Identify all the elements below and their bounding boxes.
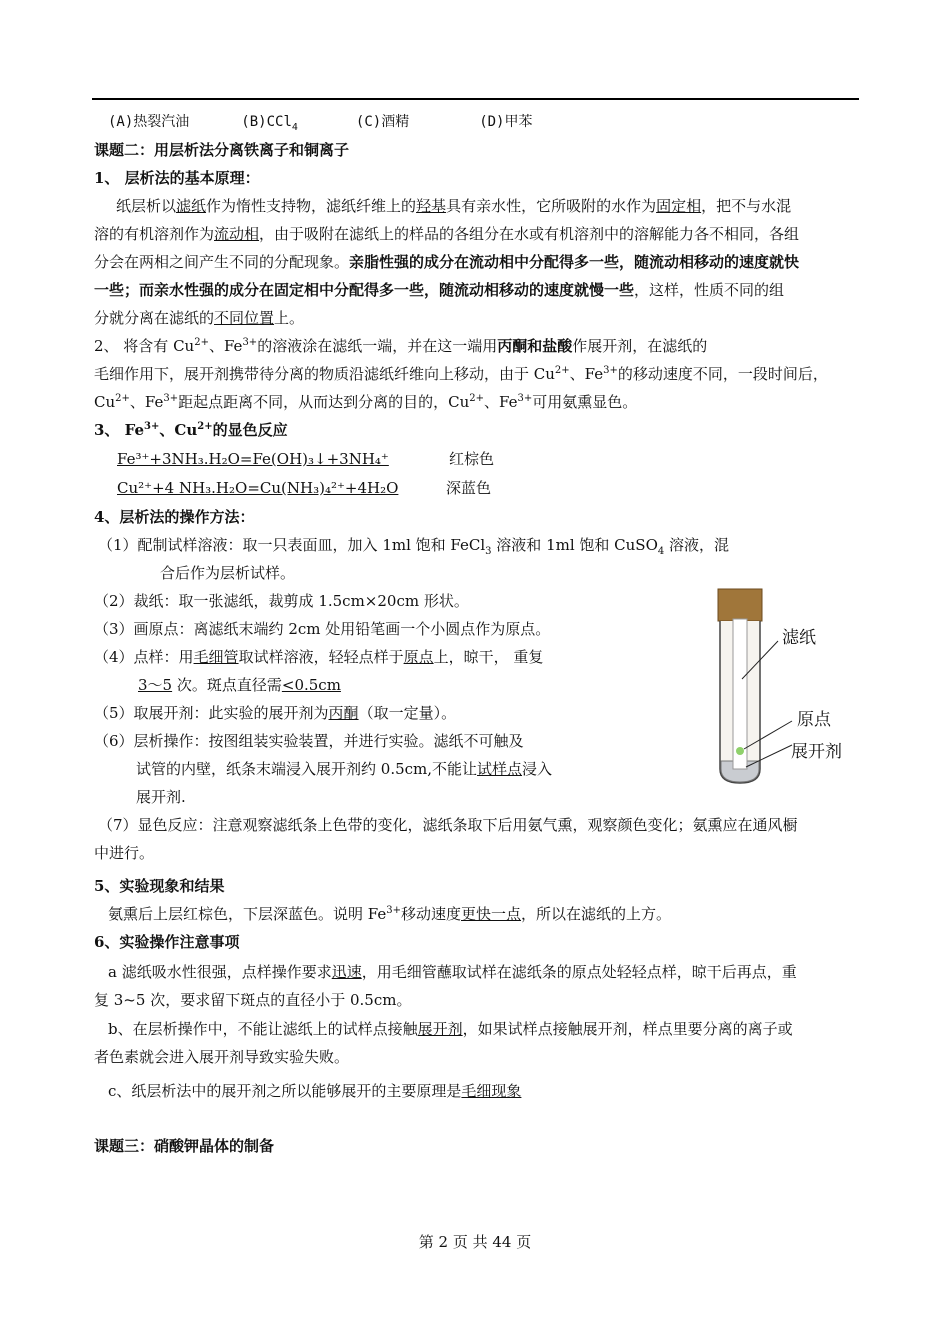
page-footer: 第 2 页 共 44 页 (418, 1233, 532, 1251)
section3-heading: 3、 $Fe^{3+}$、$Cu^{2+}$的显色反应 (94, 421, 288, 439)
equation-fe: Fe³⁺+3NH₃.H₂O=Fe(OH)₃↓+3NH₄⁺ 红棕色 (117, 450, 495, 468)
option-b: (B)CCl$_4$ (241, 114, 298, 133)
filter-paper-strip (733, 619, 747, 769)
step7-line1: （7）显色反应：注意观察滤纸条上色带的变化，滤纸条取下后用氨气熏，观察颜色变化；氨熏应在通风橱 (98, 816, 798, 834)
section6-heading: 6、实验操作注意事项 (94, 933, 240, 951)
color-red-brown: 红棕色 (449, 450, 495, 468)
equation-cu: Cu²⁺+4 NH₃.H₂O=Cu(NH₃)₄²⁺+4H₂O 深蓝色 (117, 479, 492, 497)
test-tube-figure (706, 583, 876, 793)
s2-line2: 毛细作用下，展开剂携带待分离的物质沿滤纸纤维向上移动，由于 $Cu^{2+}$、$Fe^{3+}$的移动速度不同，一段时间后， (94, 365, 828, 383)
note-b-line2: 者色素就会进入展开剂导致实验失败。 (94, 1048, 350, 1066)
label-filter-paper: 滤纸 (782, 628, 816, 648)
color-deep-blue: 深蓝色 (446, 479, 492, 497)
step1-line1: （1）配制试样溶液：取一只表面皿，加入 1ml 饱和 FeCl$_3$ 溶液和 1ml 饱和 CuSO$_4$ 溶液，混 (98, 536, 730, 557)
step4-line2: 3～5 次。斑点直径需<0.5cm (138, 676, 341, 694)
note-a-line2: 复 3~5 次，要求留下斑点的直径小于 0.5cm。 (94, 991, 412, 1009)
note-c: c、纸层析法中的展开剂之所以能够展开的主要原理是毛细现象 (108, 1082, 522, 1100)
step4-line1: （4）点样：用毛细管取试样溶液，轻轻点样于原点上，晾干， 重复 (94, 648, 544, 666)
option-d: (D)甲苯 (479, 114, 533, 130)
step5: （5）取展开剂：此实验的展开剂为丙酮（取一定量）。 (94, 704, 457, 722)
step2: （2）裁纸：取一张滤纸，裁剪成 1.5cm×20cm 形状。 (94, 592, 469, 610)
label-origin: 原点 (797, 710, 831, 730)
s5-text: 氨熏后上层红棕色，下层深蓝色。说明 $Fe^{3+}$移动速度更快一点，所以在滤纸的上方。 (108, 905, 672, 923)
s2-line3: $Cu^{2+}$、$Fe^{3+}$距起点距离不同，从而达到分离的目的，$Cu^{2+}$、$Fe^{3+}$可用氨熏显色。 (94, 393, 638, 411)
option-a: (A)热裂汽油 (108, 114, 190, 130)
step1-line2: 合后作为层析试样。 (160, 564, 296, 582)
s1-para-line1: 纸层析以滤纸作为惰性支持物，滤纸纤维上的羟基具有亲水性，它所吸附的水作为固定相，把不与水混 (116, 197, 792, 215)
step7-line2: 中进行。 (94, 844, 155, 862)
label-solvent: 展开剂 (791, 742, 842, 762)
s1-para-line5: 分就分离在滤纸的不同位置上。 (94, 309, 305, 327)
topic3-title: 课题三：硝酸钾晶体的制备 (94, 1137, 275, 1155)
note-b-line1: b、在层析操作中，不能让滤纸上的试样点接触展开剂，如果试样点接触展开剂，样点里要分离的离子或 (108, 1020, 793, 1038)
s1-para-line2: 溶的有机溶剂作为流动相，由于吸附在滤纸上的样品的各组分在水或有机溶剂中的溶解能力各不相同，各组 (94, 225, 800, 243)
origin-dot (736, 747, 744, 755)
section1-heading: 1、 层析法的基本原理： (94, 169, 260, 187)
step3: （3）画原点：离滤纸末端约 2cm 处用铅笔画一个小圆点作为原点。 (94, 620, 551, 638)
section4-heading: 4、层析法的操作方法： (94, 508, 255, 526)
s1-para-line3: 分会在两相之间产生不同的分配现象。亲脂性强的成分在流动相中分配得多一些，随流动相移动的速度就快 (94, 253, 800, 271)
note-a-line1: a 滤纸吸水性很强，点样操作要求迅速，用毛细管蘸取试样在滤纸条的原点处轻轻点样，晾干后再点，重 (108, 963, 797, 981)
s2-line1: 2、 将含有 $Cu^{2+}$、$Fe^{3+}$的溶液涂在滤纸一端，并在这一端用丙酮和盐酸作展开剂，在滤纸的 (94, 337, 708, 355)
step6-line2: 试管的内壁，纸条末端浸入展开剂约 0.5cm,不能让试样点浸入 (136, 760, 553, 778)
step6-line3: 展开剂. (136, 788, 186, 806)
s1-para-line4: 一些；而亲水性强的成分在固定相中分配得多一些，随流动相移动的速度就慢一些，这样，性质不同的组 (94, 281, 785, 299)
header-rule (92, 98, 859, 100)
step6-line1: （6）层析操作：按图组装实验装置，并进行实验。滤纸不可触及 (94, 732, 524, 750)
answer-options (108, 112, 533, 132)
topic2-title: 课题二：用层析法分离铁离子和铜离子 (94, 141, 350, 159)
option-c: (C)酒精 (355, 114, 410, 130)
section5-heading: 5、实验现象和结果 (94, 877, 225, 895)
cork-stopper (718, 589, 762, 621)
